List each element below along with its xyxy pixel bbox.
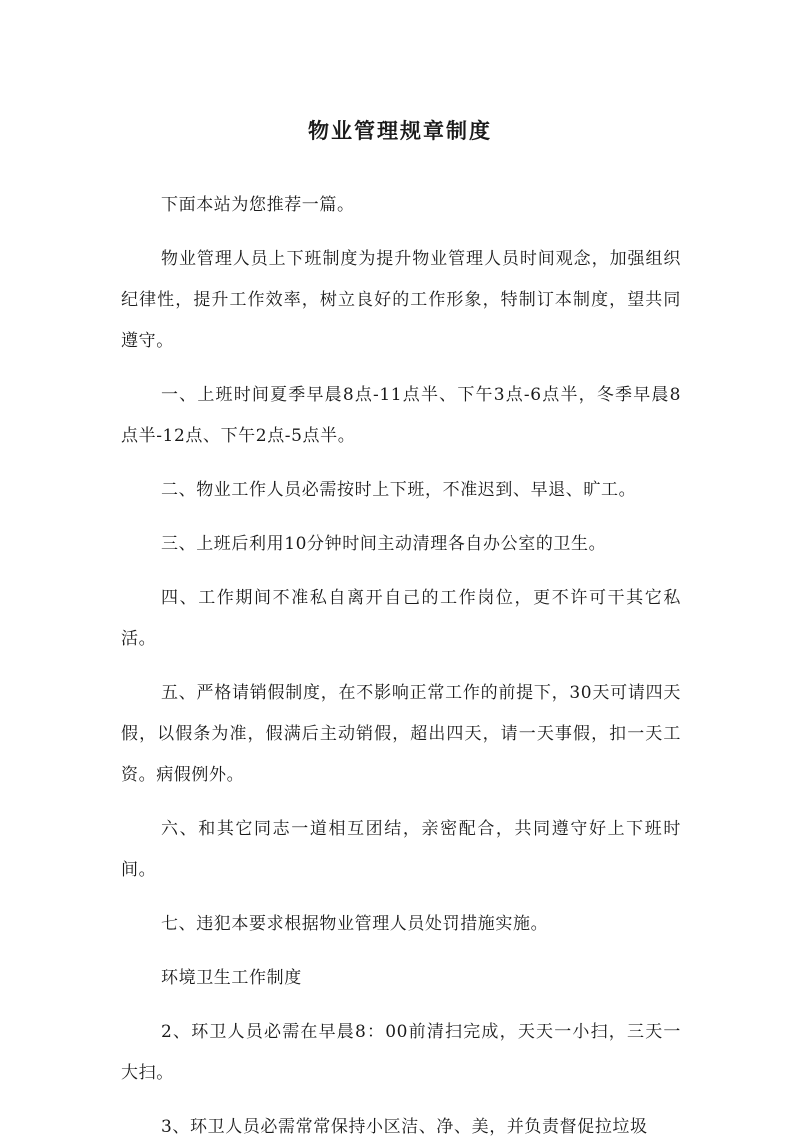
rule-4-stay-at-post: 四、工作期间不准私自离开自己的工作岗位，更不许可干其它私活。 — [121, 588, 681, 649]
rule-7-penalties: 七、违犯本要求根据物业管理人员处罚措施实施。 — [161, 914, 549, 934]
sanitation-rule-2: 2、环卫人员必需在早晨8：00前清扫完成，天天一小扫，三天一大扫。 — [121, 1022, 681, 1083]
document-body — [121, 185, 681, 1148]
rule-6-cooperation: 六、和其它同志一道相互团结，亲密配合，共同遵守好上下班时间。 — [121, 819, 681, 880]
rule-3-office-cleaning: 三、上班后利用10分钟时间主动清理各自办公室的卫生。 — [161, 534, 607, 554]
section-heading-sanitation: 环境卫生工作制度 — [161, 968, 302, 988]
rule-1-working-hours: 一、上班时间夏季早晨8点-11点半、下午3点-6点半，冬季早晨8点半-12点、下午2点-5点半。 — [121, 385, 681, 446]
rule-5-leave-policy: 五、严格请销假制度，在不影响正常工作的前提下，30天可请四天假，以假条为准，假满后主动销假，超出四天，请一天事假，扣一天工资。病假例外。 — [121, 683, 681, 785]
rule-2-punctuality: 二、物业工作人员必需按时上下班，不准迟到、早退、旷工。 — [161, 480, 637, 500]
commute-policy-paragraph: 物业管理人员上下班制度为提升物业管理人员时间观念，加强组织纪律性，提升工作效率，树立良好的工作形象，特制订本制度，望共同遵守。 — [121, 249, 681, 351]
sanitation-rule-3: 3、环卫人员必需常常保持小区洁、净、美，并负责督促拉垃圾 — [161, 1117, 648, 1137]
intro-paragraph: 下面本站为您推荐一篇。 — [161, 195, 355, 215]
document-title: 物业管理规章制度 — [308, 118, 492, 144]
